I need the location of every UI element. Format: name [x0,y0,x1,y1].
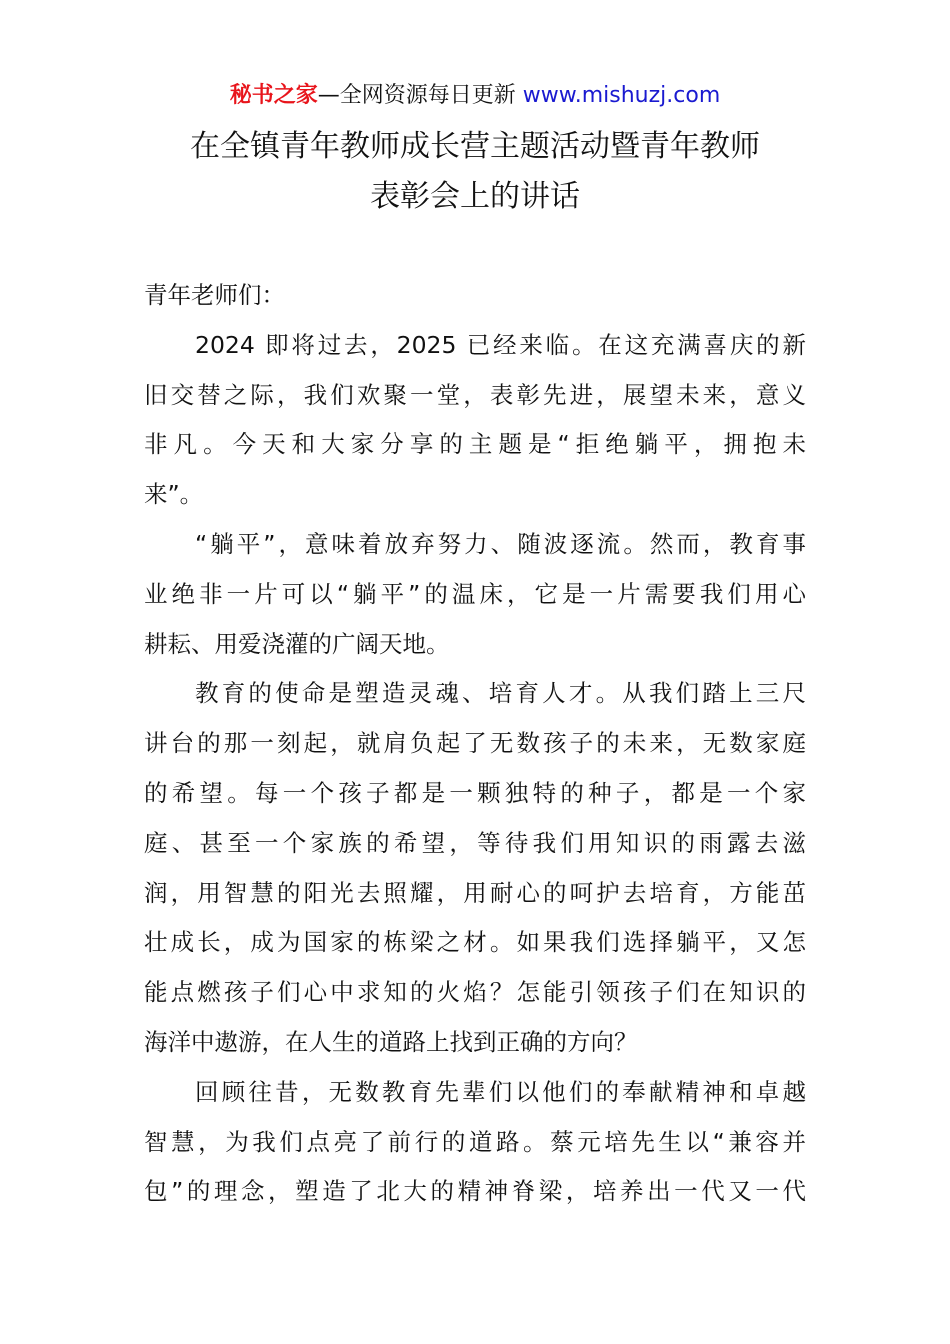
paragraph-line: 包”的理念，塑造了北大的精神脊梁，培养出一代又一代 [144,1177,806,1206]
paragraph-line: “躺平”，意味着放弃努力、随波逐流。然而，教育事 [195,529,806,558]
paragraph-line: 业绝非一片可以“躺平”的温床，它是一片需要我们用心 [144,579,806,608]
paragraph-line: 庭、甚至一个家族的希望，等待我们用知识的雨露去滋 [144,828,806,857]
site-url-link[interactable]: www.mishuzj.com [522,83,721,108]
paragraph-line: 海洋中遨游，在人生的道路上找到正确的方向？ [144,1027,638,1056]
paragraph-line: 旧交替之际，我们欢聚一堂，表彰先进，展望未来，意义 [144,380,806,409]
paragraph-line: 讲台的那一刻起，就肩负起了无数孩子的未来，无数家庭 [144,729,806,758]
paragraph-line: 智慧，为我们点亮了前行的道路。蔡元培先生以“兼容并 [144,1127,806,1156]
paragraph-line: 来”。 [144,480,204,509]
brand-name: 秘书之家 [229,83,318,108]
paragraph-line: 2024 即将过去，2025 已经来临。在这充满喜庆的新 [195,330,806,359]
document-body [144,271,806,1217]
paragraph-line: 壮成长，成为国家的栋梁之材。如果我们选择躺平，又怎 [144,928,806,957]
site-header [0,80,950,112]
paragraph-line: 非凡。今天和大家分享的主题是“拒绝躺平，拥抱未 [144,430,806,459]
paragraph-line: 教育的使命是塑造灵魂、培育人才。从我们踏上三尺 [195,679,806,708]
paragraph-line: 回顾往昔，无数教育先辈们以他们的奉献精神和卓越 [195,1077,806,1106]
document-title-line-1: 在全镇青年教师成长营主题活动暨青年教师 [190,129,760,164]
paragraph-line: 耕耘、用爱浇灌的广阔天地。 [144,629,450,658]
paragraph-line: 润，用智慧的阳光去照耀，用耐心的呵护去培育，方能茁 [144,878,806,907]
salutation: 青年老师们： [144,281,285,309]
paragraph-line: 能点燃孩子们心中求知的火焰？怎能引领孩子们在知识的 [144,978,806,1007]
header-slogan: —全网资源每日更新 [317,83,523,108]
paragraph-line: 的希望。每一个孩子都是一颗独特的种子，都是一个家 [144,778,806,807]
document-title-line-2: 表彰会上的讲话 [370,179,580,214]
